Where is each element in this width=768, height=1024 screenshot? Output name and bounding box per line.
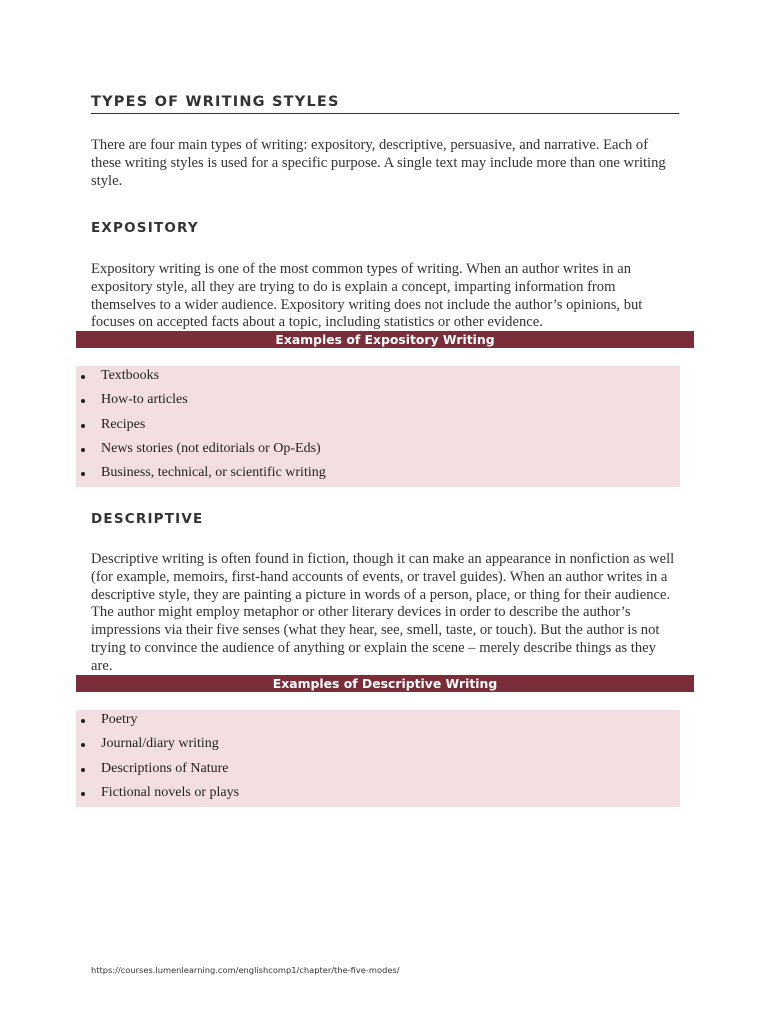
source-link[interactable]: https://courses.lumenlearning.com/englishcomp1/chapter/the-five-modes/ <box>91 965 400 975</box>
list-item-label: How-to articles <box>101 392 188 408</box>
expository-examples-list <box>76 366 680 487</box>
page-title: TYPES OF WRITING STYLES <box>91 93 679 114</box>
list-item-label: Business, technical, or scientific writing <box>101 465 326 481</box>
descriptive-paragraph: Descriptive writing is often found in fiction, though it can make an appearance in nonfiction as well (for example, memoirs, first-hand accounts of events, or travel guides). When an author writes in a descriptive style, they are painting a picture in words of a person, place, or thing for their audience. The author might employ metaphor or other literary devices in order to describe the author’s impressions via their five senses (what they hear, see, smell, taste, or touch). But the author is not trying to convince the audience of anything or explain the scene – merely describe things as they are. <box>91 551 675 674</box>
list-item <box>76 759 680 783</box>
expository-paragraph: Expository writing is one of the most common types of writing. When an author writes in an expository style, all they are trying to do is explain a concept, imparting information from themselves to a wider audience. Expository writing does not include the author’s opinions, but focuses on accepted facts about a topic, including statistics or other evidence. <box>91 261 643 331</box>
bullet-icon <box>81 424 85 428</box>
bullet-icon <box>81 472 85 476</box>
list-item-label: Descriptions of Nature <box>101 760 229 776</box>
list-item <box>76 710 680 734</box>
list-item <box>76 390 680 414</box>
list-item <box>76 463 680 487</box>
descriptive-examples-banner: Examples of Descriptive Writing <box>76 675 694 692</box>
bullet-icon <box>81 448 85 452</box>
list-item-label: Poetry <box>101 712 138 727</box>
list-item <box>76 734 680 758</box>
intro-paragraph: There are four main types of writing: expository, descriptive, persuasive, and narrative. Each of these writing styles is used for a specific purpose. A single text may include more than one writing style. <box>91 137 666 189</box>
list-item <box>76 415 680 439</box>
bullet-icon <box>81 719 85 723</box>
bullet-icon <box>81 399 85 403</box>
list-item <box>76 366 680 390</box>
bullet-icon <box>81 768 85 772</box>
section-heading-expository: EXPOSITORY <box>91 220 199 236</box>
bullet-icon <box>81 743 85 747</box>
bullet-icon <box>81 792 85 796</box>
section-heading-descriptive: DESCRIPTIVE <box>91 511 204 527</box>
bullet-icon <box>81 375 85 379</box>
list-item-label: Journal/diary writing <box>101 736 219 752</box>
list-item <box>76 783 680 807</box>
descriptive-examples-list <box>76 710 680 807</box>
list-item <box>76 439 680 463</box>
list-item-label: News stories (not editorials or Op-Eds) <box>101 440 321 456</box>
list-item-label: Fictional novels or plays <box>101 784 240 800</box>
expository-examples-banner: Examples of Expository Writing <box>76 331 694 348</box>
list-item-label: Textbooks <box>101 368 160 383</box>
list-item-label: Recipes <box>101 416 146 432</box>
